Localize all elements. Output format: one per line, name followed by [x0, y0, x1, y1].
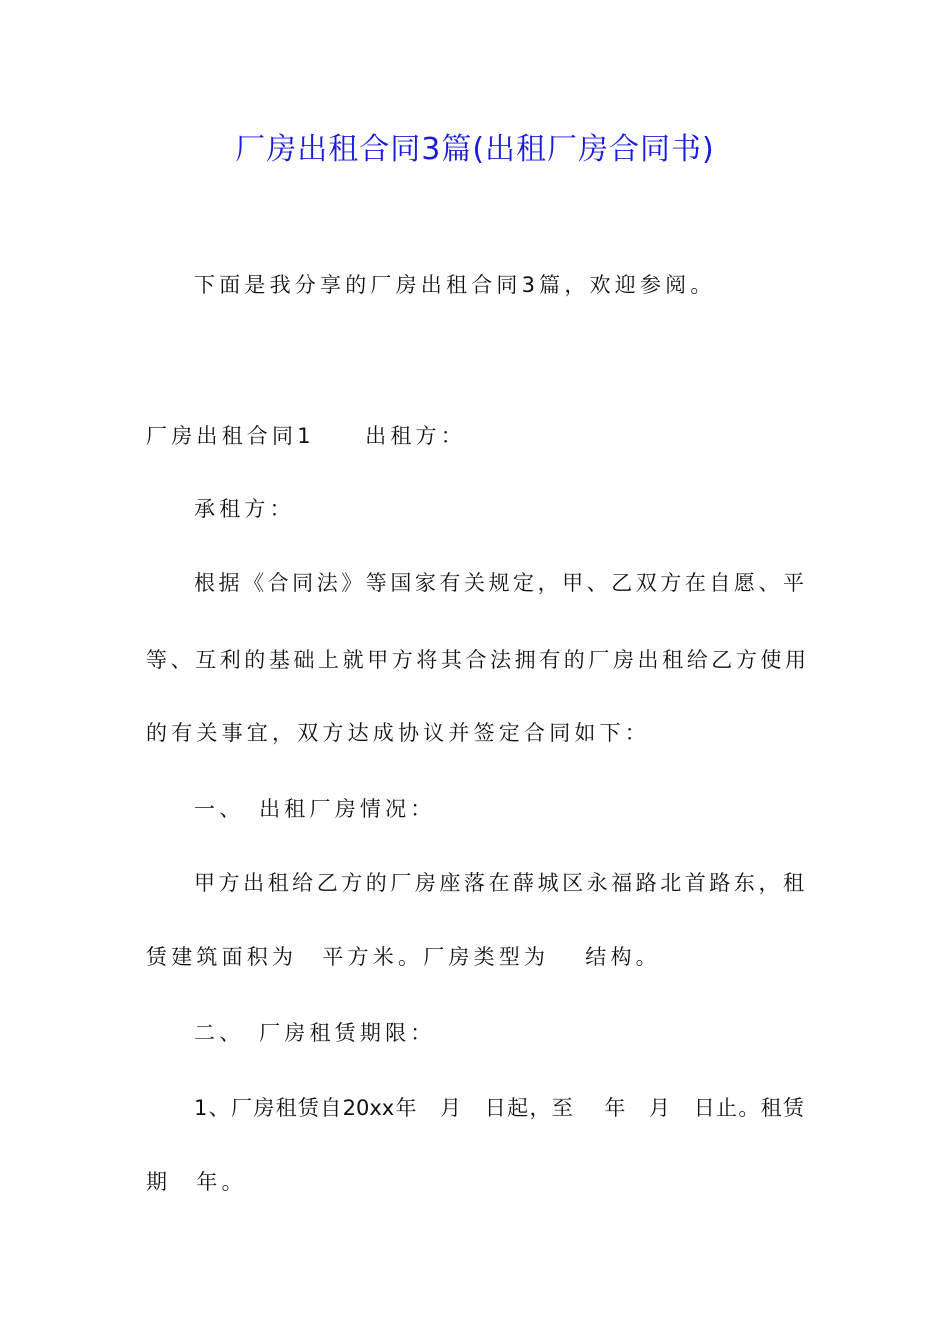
clause-2-heading: 二、 厂房租赁期限：	[194, 1021, 436, 1045]
lessee-line: 承租方：	[194, 497, 295, 521]
paragraph-line: 甲方出租给乙方的厂房座落在薛城区永福路北首路东，租	[194, 871, 804, 895]
paragraph-line: 根据《合同法》等国家有关规定，甲、乙双方在自愿、平	[194, 571, 804, 595]
paragraph-line: 赁建筑面积为 平方米。厂房类型为 结构。	[146, 945, 661, 969]
clause-1-heading: 一、 出租厂房情况：	[194, 797, 436, 821]
document-title: 厂房出租合同3篇(出租厂房合同书)	[235, 132, 715, 167]
contract-1-heading: 厂房出租合同1 出租方：	[146, 424, 466, 448]
paragraph-line: 等、互利的基础上就甲方将其合法拥有的厂房出租给乙方使用	[146, 648, 806, 672]
paragraph-line: 的有关事宜，双方达成协议并签定合同如下：	[146, 721, 650, 745]
paragraph-line: 1、厂房租赁自20xx年 月 日起，至 年 月 日止。租赁	[194, 1096, 804, 1120]
intro-paragraph: 下面是我分享的厂房出租合同3篇，欢迎参阅。	[194, 273, 716, 297]
paragraph-line: 期 年。	[146, 1170, 247, 1194]
